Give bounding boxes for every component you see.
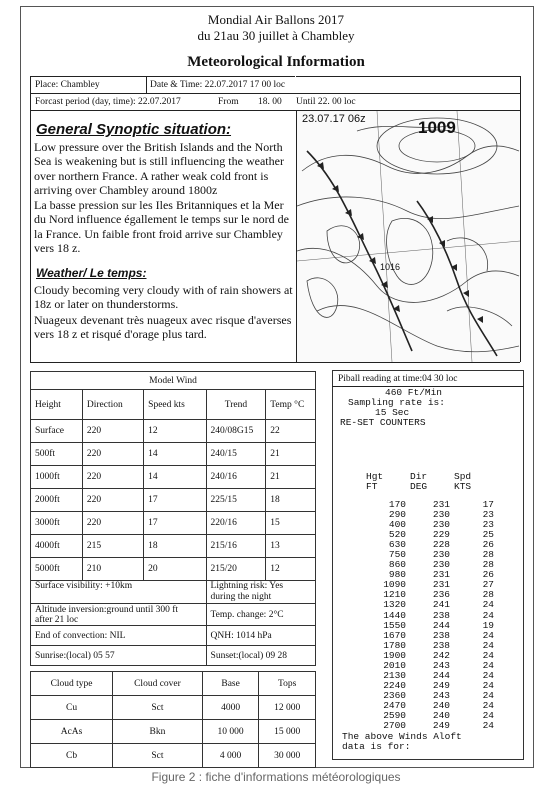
table-row: 5000ft 210 20 215/20 12 [31, 558, 316, 581]
table-row: Surface 220 12 240/08G15 22 [31, 420, 316, 443]
piball-row [362, 721, 502, 731]
piball-row [362, 530, 502, 540]
piball-direction: 244 [432, 669, 450, 681]
end-of-convection: End of convection: NIL [31, 626, 207, 646]
from-value: 18. 00 [258, 97, 282, 107]
piball-direction: 243 [432, 659, 450, 671]
col-cloud-cover: Cloud cover [113, 672, 203, 696]
weather-text-fr: Nuageux devenant très nuageux avec risque d'averses vers 18 z et risqué d'orage plus tard. [34, 313, 292, 342]
piball-height: 2010 [383, 659, 406, 671]
piball-direction: 238 [432, 609, 450, 621]
piball-direction: 242 [432, 649, 450, 661]
piball-height: 290 [388, 509, 406, 521]
date-time: Date & Time: 22.07.2017 17 00 loc [150, 80, 286, 90]
table-row: Cu Sct 4000 12 000 [31, 696, 316, 720]
piball-height: 400 [388, 519, 406, 531]
piball-speed: 24 [482, 639, 494, 651]
col-base: Base [202, 672, 259, 696]
piball-height: 2360 [383, 689, 406, 701]
piball-header: 460 Ft/Min Sampling rate is: 15 Sec RE-SET COUNTERS [340, 387, 445, 428]
piball-row [362, 520, 502, 530]
piball-height: 1090 [383, 579, 406, 591]
info-divider [30, 93, 520, 94]
col-height: Height [31, 390, 83, 420]
piball-speed: 28 [482, 549, 494, 561]
cloud-table [30, 671, 316, 768]
piball-direction: 229 [432, 529, 450, 541]
piball-speed: 24 [482, 649, 494, 661]
piball-speed: 28 [482, 559, 494, 571]
sunset: Sunset:(local) 09 28 [206, 646, 315, 666]
figure-caption: Figure 2 : fiche d'informations météorologiques [151, 770, 401, 784]
col-tops: Tops [259, 672, 316, 696]
piball-direction: 241 [432, 599, 450, 611]
piball-direction: 231 [432, 579, 450, 591]
piball-speed: 24 [482, 679, 494, 691]
piball-speed: 24 [482, 669, 494, 681]
piball-speed: 23 [482, 519, 494, 531]
piball-speed: 26 [482, 539, 494, 551]
piball-direction: 230 [432, 559, 450, 571]
page-title: Meteorological Information [187, 54, 365, 70]
piball-direction: 231 [432, 499, 450, 510]
piball-direction: 249 [432, 720, 450, 732]
forecast-period: Forcast period (day, time): 22.07.2017 [35, 97, 181, 107]
piball-direction: 240 [432, 699, 450, 711]
piball-row [362, 500, 502, 510]
piball-height: 2590 [383, 709, 406, 721]
isobar-label-1009: 1009 [418, 118, 456, 137]
piball-direction: 244 [432, 619, 450, 631]
model-wind-table [30, 371, 316, 666]
piball-speed: 24 [482, 659, 494, 671]
piball-title: Piball reading at time:04 30 loc [338, 374, 458, 384]
piball-direction: 231 [432, 569, 450, 581]
piball-speed: 23 [482, 509, 494, 521]
isobar-label-1016: 1016 [380, 262, 401, 272]
lightning-risk: Lightning risk: Yes during the night [206, 581, 315, 604]
synoptic-box-left [30, 110, 31, 362]
model-wind-title: Model Wind [31, 372, 316, 390]
synoptic-box-bottom [30, 362, 520, 363]
info-box-top [30, 76, 295, 77]
info-box-top-right [296, 76, 520, 77]
table-row: 500ft 220 14 240/15 21 [31, 443, 316, 466]
synoptic-text-en: Low pressure over the British Islands and the North Sea is weakening but is still influencing the weather over northern France. A rather weak cold front is arriving over Chambley around 1800z [34, 140, 284, 198]
piball-direction: 240 [432, 709, 450, 721]
weather-heading: Weather/ Le temps: [36, 266, 147, 280]
piball-speed: 24 [482, 699, 494, 711]
synoptic-text-fr: La basse pression sur les Iles Britanniques et la Mer du Nord influence égallement le temps sur le nord de la France. Un faible front froid arrive sur Chambley vers 18 z. [34, 198, 289, 256]
piball-height: 170 [388, 499, 406, 510]
weather-text-en: Cloudy becoming very cloudy with of rain showers at 18z or later on thunderstorms. [34, 283, 293, 312]
table-row: Cb Sct 4 000 30 000 [31, 744, 316, 768]
table-row: 2000ft 220 17 225/15 18 [31, 489, 316, 512]
event-dates: du 21au 30 juillet à Chambley [197, 28, 355, 43]
synoptic-heading: General Synoptic situation: [36, 121, 232, 138]
map-label: 23.07.17 06z [302, 113, 366, 125]
piball-direction: 230 [432, 549, 450, 561]
piball-height: 2240 [383, 679, 406, 691]
piball-speed: 24 [482, 629, 494, 641]
col-speed: Speed kts [144, 390, 206, 420]
piball-height: 980 [388, 569, 406, 581]
piball-speed: 28 [482, 589, 494, 601]
piball-data [362, 500, 502, 731]
piball-speed: 24 [482, 720, 494, 732]
piball-row [362, 600, 502, 610]
altitude-inversion: Altitude inversion:ground until 300 ft after 21 loc [31, 604, 207, 626]
piball-height: 1210 [383, 589, 406, 601]
table-row: AcAs Bkn 10 000 15 000 [31, 720, 316, 744]
piball-direction: 238 [432, 639, 450, 651]
piball-row [362, 510, 502, 520]
piball-height: 2130 [383, 669, 406, 681]
piball-direction: 249 [432, 679, 450, 691]
piball-speed: 24 [482, 689, 494, 701]
until: Until 22. 00 loc [296, 97, 356, 107]
piball-height: 860 [388, 559, 406, 571]
synoptic-map [297, 111, 520, 362]
piball-height: 750 [388, 549, 406, 561]
info-box-right [520, 76, 521, 110]
synoptic-box-right [520, 110, 521, 362]
piball-height: 1670 [383, 629, 406, 641]
table-row: 4000ft 215 18 215/16 13 [31, 535, 316, 558]
piball-direction: 228 [432, 539, 450, 551]
piball-direction: 238 [432, 629, 450, 641]
piball-speed: 27 [482, 579, 494, 591]
piball-height: 1550 [383, 619, 406, 631]
piball-height: 1440 [383, 609, 406, 621]
piball-direction: 243 [432, 689, 450, 701]
piball-height: 1900 [383, 649, 406, 661]
col-cloud-type: Cloud type [31, 672, 113, 696]
place: Place: Chambley [35, 80, 100, 90]
piball-height: 2470 [383, 699, 406, 711]
piball-footer: The above Winds Aloft data is for: [342, 731, 462, 752]
piball-speed: 25 [482, 529, 494, 541]
from-label: From [218, 97, 239, 107]
piball-columns: Hgt Dir Spd FT DEG KTS [366, 471, 472, 492]
piball-speed: 24 [482, 709, 494, 721]
piball-direction: 230 [432, 519, 450, 531]
table-row: 3000ft 220 17 220/16 15 [31, 512, 316, 535]
piball-direction: 230 [432, 509, 450, 521]
sunrise: Sunrise:(local) 05 57 [31, 646, 207, 666]
col-direction: Direction [82, 390, 143, 420]
piball-height: 2700 [383, 720, 406, 732]
piball-height: 520 [388, 529, 406, 541]
table-row: 1000ft 220 14 240/16 21 [31, 466, 316, 489]
piball-height: 1320 [383, 599, 406, 611]
piball-height: 630 [388, 539, 406, 551]
piball-direction: 236 [432, 589, 450, 601]
col-trend: Trend [206, 390, 266, 420]
piball-speed: 24 [482, 599, 494, 611]
temp-change: Temp. change: 2°C [206, 604, 315, 626]
piball-row [362, 550, 502, 560]
piball-speed: 26 [482, 569, 494, 581]
piball-height: 1780 [383, 639, 406, 651]
piball-row [362, 540, 502, 550]
info-col-divider [146, 76, 147, 93]
piball-row [362, 560, 502, 570]
surface-visibility: Surface visibility: +10km [31, 581, 207, 604]
event-name: Mondial Air Ballons 2017 [207, 12, 345, 27]
col-temp: Temp °C [266, 390, 316, 420]
piball-speed: 24 [482, 609, 494, 621]
qnh: QNH: 1014 hPa [206, 626, 315, 646]
piball-speed: 19 [482, 619, 494, 631]
piball-speed: 17 [482, 499, 494, 510]
